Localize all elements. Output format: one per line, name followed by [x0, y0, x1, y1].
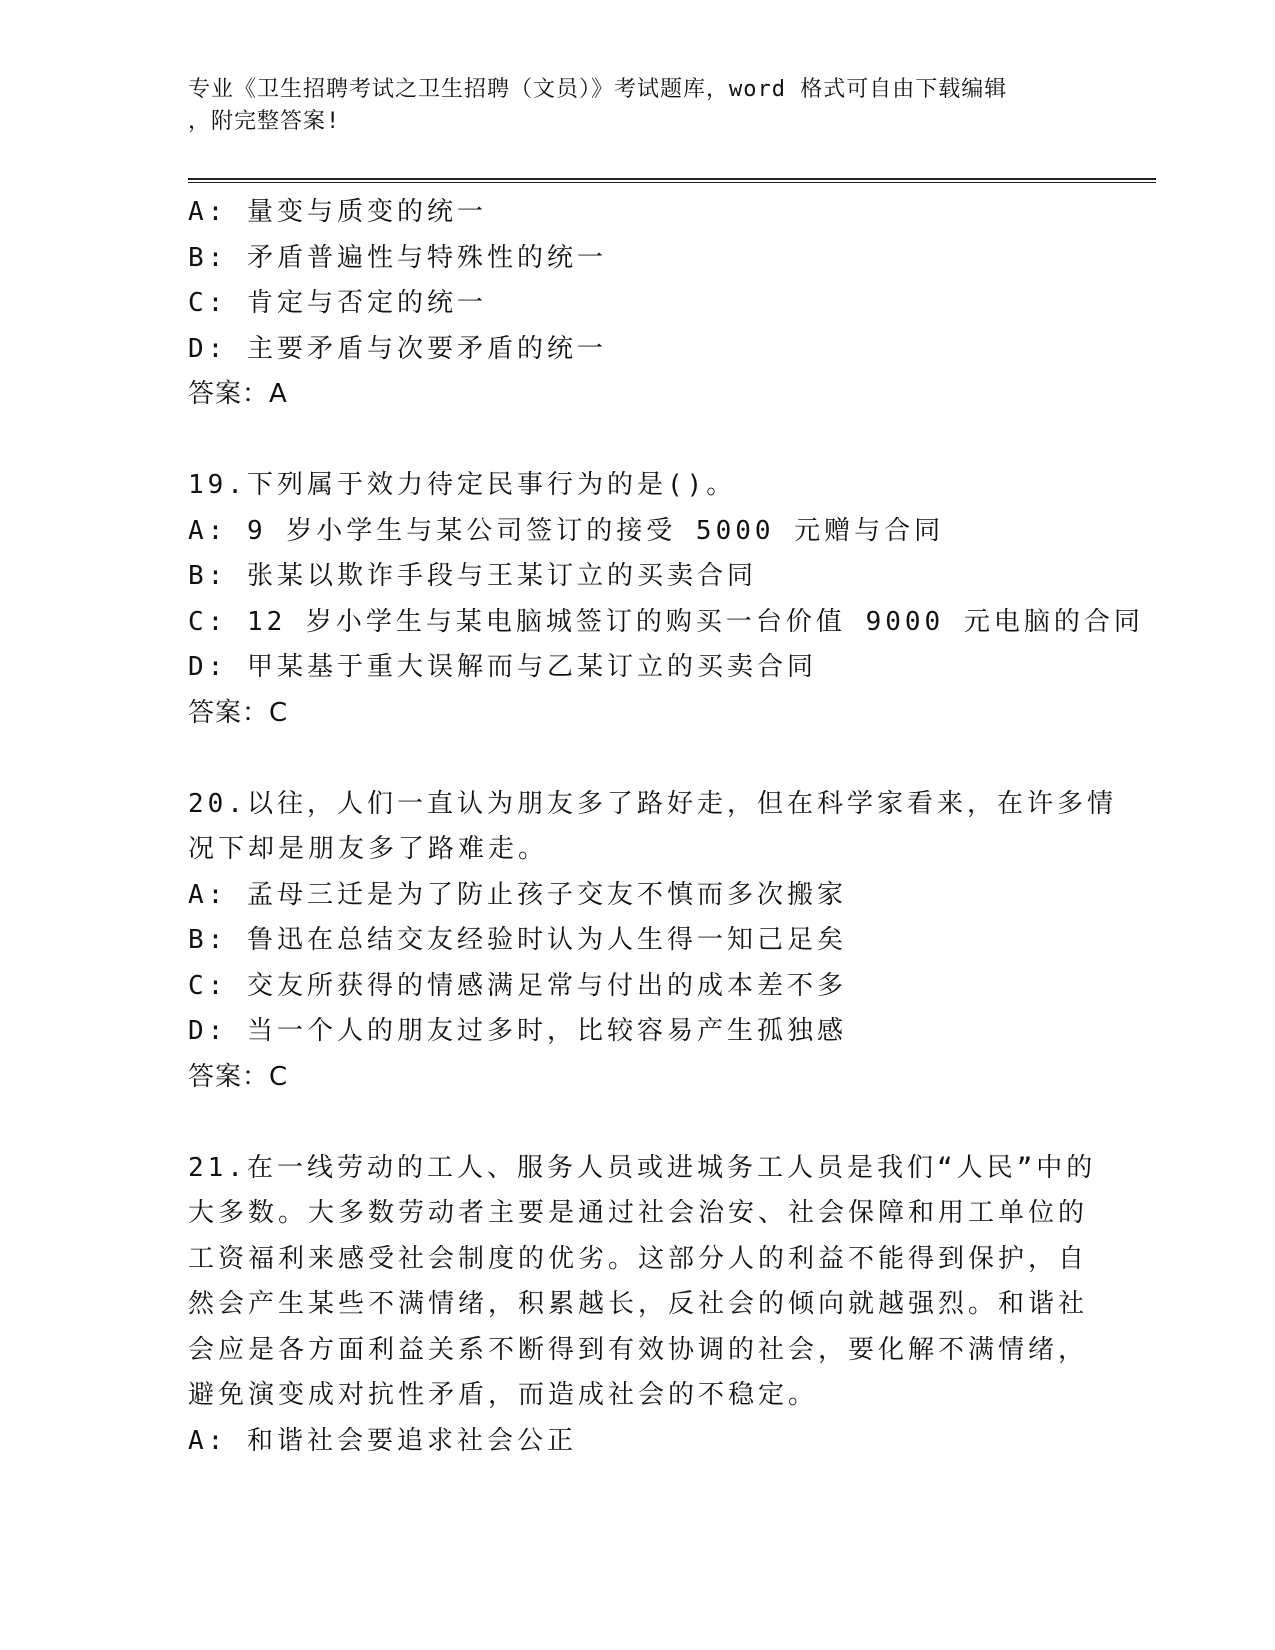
option-b: B: 鲁迅在总结交友经验时认为人生得一知己足矣 — [188, 925, 847, 955]
answer-line: 答案：A — [188, 379, 288, 409]
question-19 — [188, 463, 1144, 736]
option-d: D: 主要矛盾与次要矛盾的统一 — [188, 333, 607, 364]
option-a: A: 和谐社会要追求社会公正 — [188, 1425, 577, 1456]
question-stem-line-6: 避免演变成对抗性矛盾，而造成社会的不稳定。 — [188, 1380, 819, 1410]
header-divider — [188, 178, 1156, 183]
question-list — [188, 190, 1144, 1464]
option-c: C: 12 岁小学生与某电脑城签订的购买一台价值 9000 元电脑的合同 — [188, 606, 1144, 637]
header-title-line-2: ，附完整答案! — [188, 109, 341, 134]
question-stem-line-4: 然会产生某些不满情绪，积累越长，反社会的倾向就越强烈。和谐社 — [188, 1289, 1089, 1319]
option-a: A: 量变与质变的统一 — [188, 197, 487, 227]
question-stem-line-2: 大多数。大多数劳动者主要是通过社会治安、社会保障和用工单位的 — [188, 1198, 1089, 1228]
question-18 — [188, 190, 1088, 418]
option-b: B: 矛盾普遍性与特殊性的统一 — [188, 242, 607, 273]
answer-line: 答案：C — [188, 697, 289, 728]
option-a: A: 9 岁小学生与某公司签订的接受 5000 元赠与合同 — [188, 515, 945, 546]
question-stem-line-3: 工资福利来感受社会制度的优劣。这部分人的利益不能得到保护，自 — [188, 1243, 1089, 1274]
question-stem-line-1: 20.以往，人们一直认为朋友多了路好走，但在科学家看来，在许多情 — [188, 788, 1117, 819]
document-header — [188, 74, 1068, 138]
question-20 — [188, 782, 1117, 1101]
header-title-line-1: 专业《卫生招聘考试之卫生招聘（文员）》考试题库，word 格式可自由下载编辑 — [188, 77, 1008, 102]
option-c: C: 肯定与否定的统一 — [188, 288, 487, 318]
option-d: D: 当一个人的朋友过多时，比较容易产生孤独感 — [188, 1016, 847, 1046]
option-d: D: 甲某基于重大误解而与乙某订立的买卖合同 — [188, 652, 817, 682]
question-stem-line-5: 会应是各方面利益关系不断得到有效协调的社会，要化解不满情绪， — [188, 1334, 1089, 1365]
spacer — [188, 418, 1088, 464]
spacer — [188, 736, 1088, 782]
option-c: C: 交友所获得的情感满足常与付出的成本差不多 — [188, 970, 847, 1001]
answer-line: 答案：C — [188, 1061, 289, 1092]
option-b: B: 张某以欺诈手段与王某订立的买卖合同 — [188, 561, 757, 591]
question-stem-line-1: 21.在一线劳动的工人、服务人员或进城务工人员是我们“人民”中的 — [188, 1152, 1097, 1183]
question-stem: 19.下列属于效力待定民事行为的是()。 — [188, 470, 737, 500]
spacer — [188, 1100, 1088, 1146]
question-21 — [188, 1146, 1097, 1465]
option-a: A: 孟母三迁是为了防止孩子交友不慎而多次搬家 — [188, 879, 847, 910]
question-stem-line-2: 况下却是朋友多了路难走。 — [188, 834, 549, 864]
